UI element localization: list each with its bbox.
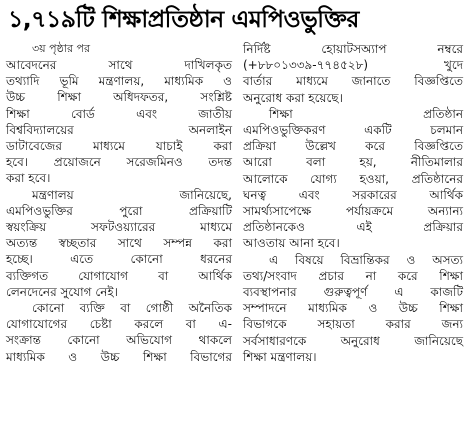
right-paragraph-1 <box>243 41 463 106</box>
text-line: প্রতিষ্ঠানকেও এই প্রক্রিয়ার <box>243 220 463 235</box>
text-line: কোনো ব্যক্তি বা গোষ্ঠী অনৈতিক <box>32 301 232 316</box>
text-line: আবেদনের সাথে দাখিলকৃত <box>6 58 232 72</box>
right-column <box>243 41 463 365</box>
text-line: ঘনত্ব এবং সরকারের আর্থিক <box>243 187 463 202</box>
text-line: এমপিওভুক্তিকরণ একটি চলমান <box>243 123 463 138</box>
text-line: স্বয়ংক্রিয় সফটওয়্যারের মাধ্যমে <box>6 220 232 235</box>
text-line: বিভাগকে সহায়তা করার জন্য <box>243 317 463 332</box>
text-line: হবে। প্রয়োজনে সরেজমিনও তদন্ত <box>6 155 232 170</box>
text-line: করা হবে। <box>6 171 51 186</box>
text-line: শিক্ষা প্রতিষ্ঠান <box>269 106 463 121</box>
left-paragraph-2 <box>6 187 232 300</box>
text-line: অনুরোধ করা হয়েছে। <box>243 90 343 105</box>
text-line: এমপিওভুক্তির পুরো প্রক্রিয়াটি <box>6 203 232 218</box>
text-line: তথ্যাদি ভূমি মন্ত্রণালয়, মাধ্যমিক ও <box>6 74 232 89</box>
text-line: অত্যন্ত স্বচ্ছতার সাথে সম্পন্ন করা <box>6 236 232 251</box>
text-line: প্রক্রিয়া উল্লেখ করে বিজ্ঞপ্তিতে <box>243 139 463 154</box>
text-line: নির্দিষ্ট হোয়াটসঅ্যাপ নম্বরে <box>243 42 463 56</box>
right-paragraph-3 <box>243 252 463 365</box>
text-line: সর্বসাধারণকে অনুরোধ জানিয়েছে <box>243 333 463 348</box>
text-line: মাধ্যমিক ও উচ্চ শিক্ষা বিভাগের <box>6 349 232 364</box>
left-paragraph-1 <box>6 57 232 187</box>
continuation-note: ৩য় পৃষ্ঠার পর <box>32 42 91 55</box>
text-line: ব্যবস্থাপনার গুরুত্বপূর্ণ এ কাজটি <box>243 285 463 300</box>
text-line: সামর্থ্যসাপেক্ষে পর্যায়ক্রমে অন্যান্য <box>243 204 463 219</box>
text-line: বার্তার মাধ্যমে জানাতে বিজ্ঞপ্তিতে <box>243 74 463 89</box>
text-line: সম্পাদনে মাধ্যমিক ও উচ্চ শিক্ষা <box>243 301 463 316</box>
text-line: লেনদেনের সুযোগ নেই। <box>6 284 118 299</box>
text-line: ব্যক্তিগত যোগাযোগ বা আর্থিক <box>6 268 232 283</box>
left-column <box>6 41 232 365</box>
text-line: (+৮৮০১৩৩৯-৭৭৪৫২৮) খুদে <box>243 58 463 73</box>
text-line: সংক্রান্ত কোনো অভিযোগ থাকলে <box>6 333 232 348</box>
text-line: তথ্য/সংবাদ প্রচার না করে শিক্ষা <box>243 268 463 283</box>
text-line: যোগাযোগের চেষ্টা করলে বা এ- <box>6 317 232 332</box>
text-line: এ বিষয়ে বিভ্রান্তিকর ও অসত্য <box>269 252 463 267</box>
text-line: আলোকে যোগ্য হওয়া, প্রতিষ্ঠানের <box>243 171 463 186</box>
text-line: আওতায় আনা হবে। <box>243 236 340 251</box>
text-line: হচ্ছে। এতে কোনো ধরনের <box>6 252 232 267</box>
text-line: উচ্চ শিক্ষা অধিদফতর, সংশ্লিষ্ট <box>6 90 232 105</box>
text-line: মন্ত্রণালয় জানিয়েছে, <box>32 187 232 202</box>
text-line: শিক্ষা বোর্ড এবং জাতীয় <box>6 106 232 121</box>
left-paragraph-3 <box>6 300 232 365</box>
headline: ১,৭১৯টি শিক্ষাপ্রতিষ্ঠান এমপিওভুক্তির <box>8 5 359 33</box>
text-line: বিশ্ববিদ্যালয়ের অনলাইন <box>6 122 232 137</box>
text-line: শিক্ষা মন্ত্রণালয়। <box>243 349 317 364</box>
text-line: ডাটাবেজের মাধ্যমে যাচাই করা <box>6 139 232 154</box>
right-paragraph-2 <box>243 106 463 252</box>
text-line: আরো বলা হয়, নীতিমালার <box>243 155 463 170</box>
